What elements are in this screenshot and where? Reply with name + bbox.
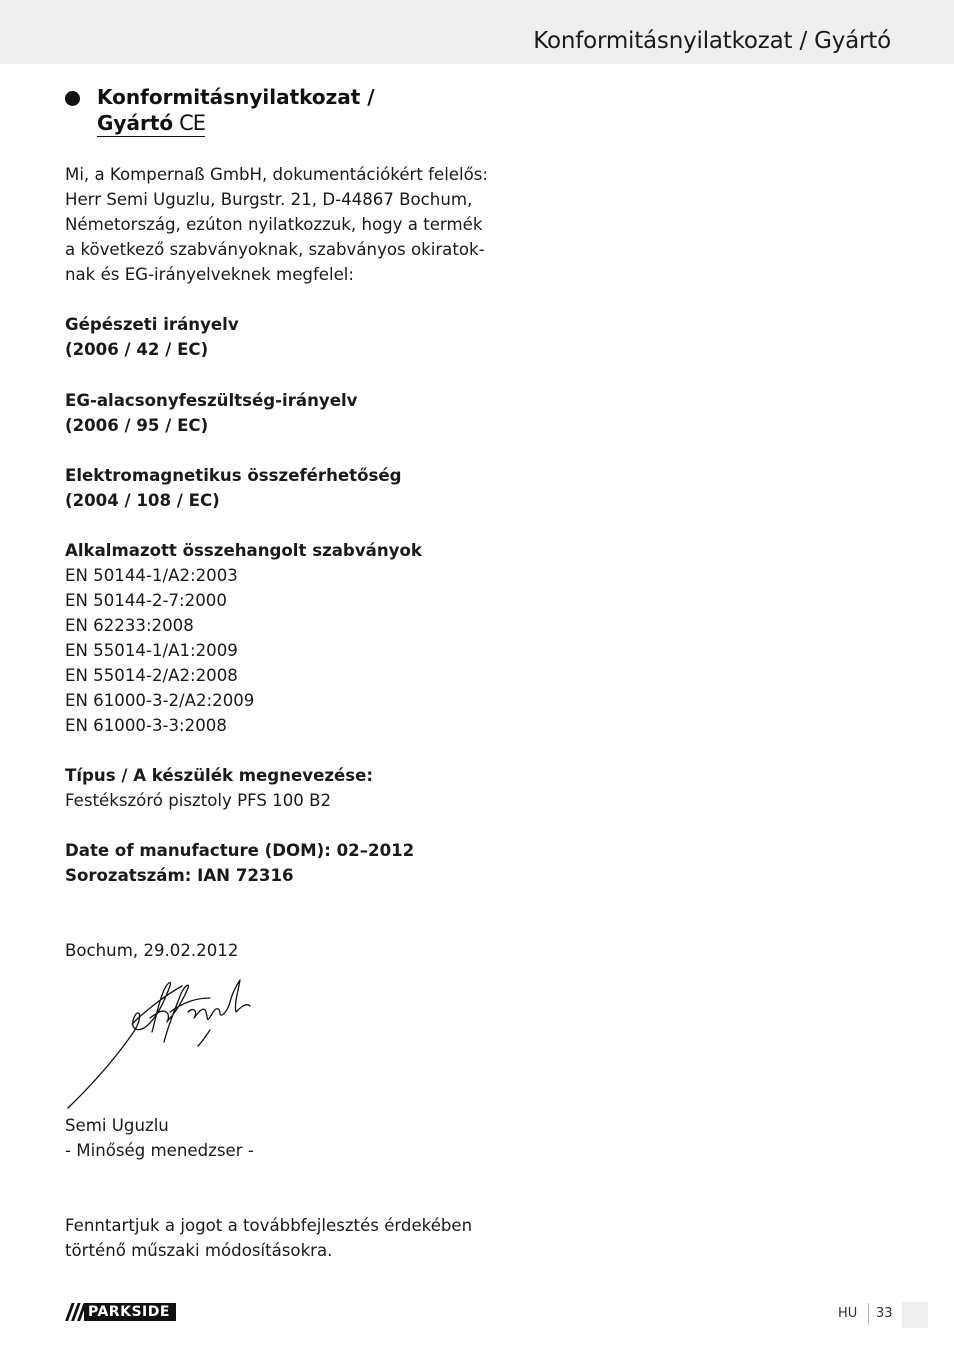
- page-header: [0, 0, 954, 64]
- intro-line: a következő szabványoknak, szabványos okiratok-: [65, 240, 485, 259]
- intro-line: nak és EG-irányelveknek megfelel:: [65, 265, 355, 284]
- directive-emc: [65, 463, 402, 513]
- footer-divider: [868, 1303, 869, 1325]
- standard-item: EN 55014-1/A1:2009: [65, 641, 238, 660]
- directive-code: (2004 / 108 / EC): [65, 491, 220, 510]
- production-block: [65, 838, 414, 888]
- intro-line: Herr Semi Uguzlu, Burgstr. 21, D-44867 Bochum,: [65, 190, 473, 209]
- type-block: [65, 763, 373, 813]
- ce-mark-icon: CE: [179, 111, 206, 135]
- standard-item: EN 55014-2/A2:2008: [65, 666, 238, 685]
- standard-item: EN 62233:2008: [65, 616, 194, 635]
- section-heading: [97, 84, 375, 136]
- date-of-manufacture: Date of manufacture (DOM): 02–2012: [65, 841, 415, 860]
- directive-name: Gépészeti irányelv: [65, 315, 239, 334]
- standards-block: [65, 538, 422, 738]
- intro-line: Németország, ezúton nyilatkozzuk, hogy a termék: [65, 215, 483, 234]
- standard-item: EN 50144-1/A2:2003: [65, 566, 238, 585]
- signatory-block: [65, 1113, 254, 1163]
- directive-code: (2006 / 42 / EC): [65, 340, 209, 359]
- signatory-name: Semi Uguzlu: [65, 1116, 169, 1135]
- signature-image: [60, 972, 270, 1112]
- footer-language: HU: [838, 1306, 858, 1321]
- directive-code: (2006 / 95 / EC): [65, 416, 209, 435]
- directive-low-voltage: [65, 388, 357, 438]
- parkside-logo: [65, 1303, 176, 1321]
- directive-machinery: [65, 312, 239, 362]
- standard-item: EN 61000-3-2/A2:2009: [65, 691, 255, 710]
- intro-line: Mi, a Kompernaß GmbH, dokumentációkért felelős:: [65, 165, 489, 184]
- place-date: Bochum, 29.02.2012: [65, 941, 239, 960]
- directive-name: Elektromagnetikus összeférhetőség: [65, 466, 402, 485]
- logo-text: PARKSIDE: [88, 1304, 170, 1320]
- footer-tab: [902, 1302, 928, 1328]
- logo-stripes-icon: [65, 1303, 84, 1321]
- disclaimer-line: történő műszaki módosításokra.: [65, 1241, 333, 1260]
- section-bullet-icon: [65, 91, 80, 106]
- disclaimer-line: Fenntartjuk a jogot a továbbfejlesztés érdekében: [65, 1216, 473, 1235]
- section-heading-line2: Gyártó: [97, 111, 174, 135]
- intro-paragraph: [65, 162, 488, 287]
- disclaimer: [65, 1213, 472, 1263]
- header-title: Konformitásnyilatkozat / Gyártó: [533, 28, 891, 54]
- page-number: 33: [876, 1306, 893, 1321]
- standards-title: Alkalmazott összehangolt szabványok: [65, 541, 422, 560]
- signatory-role: - Minőség menedzser -: [65, 1141, 254, 1160]
- type-label: Típus / A készülék megnevezése:: [65, 766, 373, 785]
- standard-item: EN 61000-3-3:2008: [65, 716, 227, 735]
- serial-number: Sorozatszám: IAN 72316: [65, 866, 294, 885]
- section-heading-line1: Konformitásnyilatkozat /: [97, 85, 375, 109]
- standard-item: EN 50144-2-7:2000: [65, 591, 227, 610]
- directive-name: EG-alacsonyfeszültség-irányelv: [65, 391, 358, 410]
- type-value: Festékszóró pisztoly PFS 100 B2: [65, 791, 332, 810]
